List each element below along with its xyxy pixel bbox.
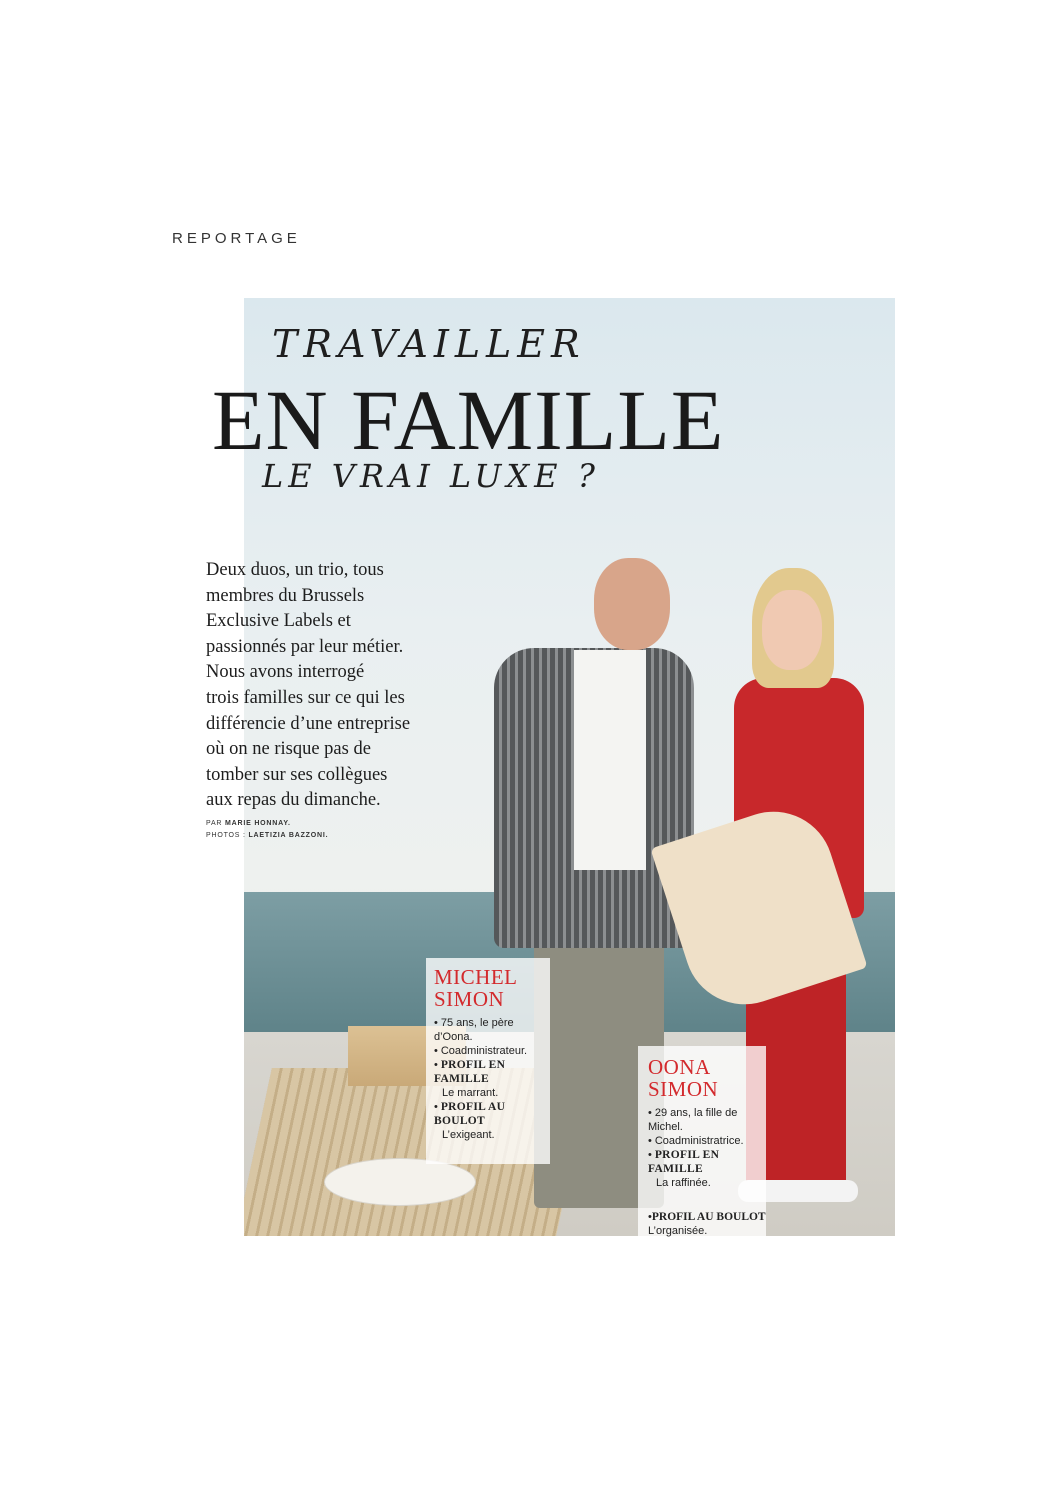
profile-work-value: L’organisée.: [648, 1225, 708, 1237]
profile-role: Coadministratrice.: [654, 1135, 744, 1147]
intro-line: membres du Brussels: [206, 585, 365, 606]
profile-family-value: La raffinée.: [656, 1177, 711, 1189]
section-label: REPORTAGE: [172, 230, 301, 247]
profile-family-label: PROFIL EN FAMILLE: [434, 1059, 506, 1085]
profile-name-last: SIMON: [648, 1077, 719, 1101]
intro-line: tomber sur ses collègues: [206, 764, 388, 785]
profile-age: 75 ans, le père d’Oona.: [434, 1017, 514, 1043]
profile-michel: MICHEL SIMON • 75 ans, le père d’Oona. • Coadministrateur. • PROFIL EN FAMILLE Le marrant. • PROFIL AU BOULOT L’exigeant.: [426, 958, 550, 1164]
profile-family-label: PROFIL EN FAMILLE: [648, 1149, 720, 1175]
title-subhead: LE VRAI LUXE ?: [262, 457, 600, 495]
intro-line: où on ne risque pas de: [206, 739, 371, 760]
photographer-name: LAETIZIA BAZZONI.: [248, 832, 329, 839]
profile-family-value: Le marrant.: [442, 1087, 499, 1099]
profile-name-first: MICHEL: [434, 965, 518, 989]
profile-work-label: PROFIL AU BOULOT: [651, 1211, 766, 1223]
profile-oona-work: •PROFIL AU BOULOT L’organisée.: [648, 1211, 766, 1237]
profile-role: Coadministrateur.: [440, 1045, 528, 1057]
intro-line: différencie d’une entreprise: [206, 713, 411, 734]
intro-paragraph: [206, 558, 446, 814]
profile-oona: OONA SIMON • 29 ans, la fille de Michel. • Coadministratrice. • PROFIL EN FAMILLE La raffinée.: [638, 1046, 766, 1236]
title-kicker: TRAVAILLER: [272, 322, 586, 366]
profile-work-label: PROFIL AU BOULOT: [434, 1101, 506, 1127]
intro-line: Deux duos, un trio, tous: [206, 560, 384, 580]
profile-work-value: L’exigeant.: [442, 1129, 495, 1141]
author-prefix: PAR: [206, 820, 223, 827]
intro-line: passionnés par leur métier.: [206, 636, 404, 657]
intro-line: Exclusive Labels et: [206, 611, 351, 632]
intro-line: Nous avons interrogé: [206, 662, 365, 683]
profile-age: 29 ans, la fille de Michel.: [648, 1107, 738, 1133]
headline: EN FAMILLE: [212, 372, 725, 468]
credits: [206, 818, 328, 842]
intro-line: aux repas du dimanche.: [206, 790, 381, 811]
profile-name-first: OONA: [648, 1055, 711, 1079]
intro-line: trois familles sur ce qui les: [206, 687, 405, 708]
author-name: MARIE HONNAY.: [225, 820, 291, 827]
photo-prefix: PHOTOS :: [206, 832, 246, 839]
profile-name-last: SIMON: [434, 987, 505, 1011]
plate: [324, 1158, 476, 1206]
